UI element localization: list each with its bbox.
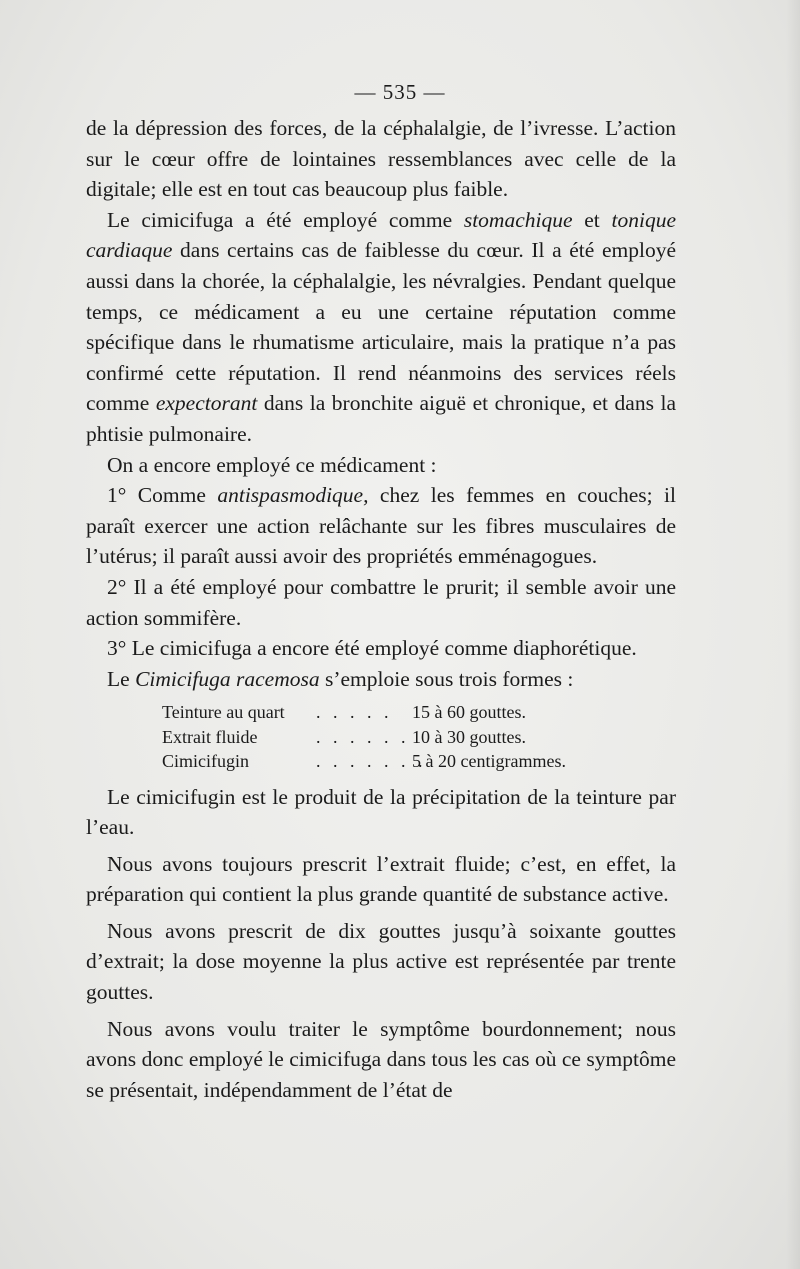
- page-number: — 535 —: [354, 80, 446, 104]
- dosage-form: Teinture au quart: [162, 702, 285, 723]
- dosage-form: Extrait fluide: [162, 726, 258, 747]
- paragraph: Nous avons toujours prescrit l’extrait fluide; c’est, en effet, la préparation qui contient la plus grande quantité de substance active.: [86, 851, 676, 907]
- italic-term: tonique cardiaque: [86, 207, 676, 263]
- paragraph: Nous avons voulu traiter le symptôme bourdonnement; nous avons donc employé le cimicifuga dans tous les cas où ce symptôme se présentait, indépendamment de l’état de: [86, 1016, 676, 1102]
- paragraph: de la dépression des forces, de la céphalalgie, de l’ivresse. L’action sur le cœur offre de lointaines ressemblances avec celle de la digitale; elle est en tout cas beaucoup plus faible.: [86, 116, 676, 202]
- italic-term: antispasmodique,: [217, 483, 369, 508]
- dosage-amount: 10 à 30 gouttes.: [412, 726, 526, 747]
- text-run: dans la bronchite aiguë et chronique, et dans la phtisie pulmonaire.: [86, 391, 676, 446]
- italic-term: stomachique: [463, 207, 573, 232]
- paragraph: [86, 664, 676, 695]
- text-run: Le cimicifuga a été employé comme: [107, 207, 464, 232]
- text-run: et: [572, 207, 612, 232]
- text-run: chez les femmes en couches; il paraît exercer une action relâchante sur les fibres musculaires de l’utérus; il paraît aussi avoir des propriétés emménagogues.: [86, 483, 677, 569]
- dosage-row: [162, 749, 632, 773]
- paragraph: [86, 480, 676, 572]
- paragraph: On a encore employé ce médicament :: [107, 452, 437, 477]
- paragraph: 2° Il a été employé pour combattre le prurit; il semble avoir une action sommifère.: [86, 574, 676, 630]
- dosage-row: [162, 725, 632, 749]
- page-edge-shadow: [786, 0, 800, 1269]
- text-run: Le: [107, 666, 136, 691]
- leader-dots: . . . . .: [316, 702, 393, 723]
- leader-dots: . . . . . . .: [316, 751, 427, 772]
- text-run: dans certains cas de faiblesse du cœur. Il a été employé aussi dans la chorée, la céphalalgie, les névralgies. Pendant quelque temps, ce médicament a eu une certaine réputation comme spécifique dans le rhumatisme articulaire, mais la pratique n’a pas confirmé cette réputation. Il rend néanmoins des services réels comme: [86, 238, 676, 416]
- dosage-amount: 5 à 20 centigrammes.: [412, 751, 566, 772]
- dosage-form: Cimicifugin: [162, 751, 249, 772]
- text-run: s’emploie sous trois formes :: [319, 666, 574, 691]
- text-run: 1° Comme: [107, 483, 218, 508]
- italic-term: Cimicifuga racemosa: [135, 666, 320, 691]
- leader-dots: . . . . . .: [316, 726, 410, 747]
- paragraph: 3° Le cimicifuga a encore été employé comme diaphorétique.: [107, 636, 637, 661]
- paragraph: Nous avons prescrit de dix gouttes jusqu’à soixante gouttes d’extrait; la dose moyenne la plus active est représentée par trente gouttes.: [86, 918, 676, 1005]
- italic-term: expectorant: [155, 391, 258, 416]
- paragraph: Le cimicifugin est le produit de la précipitation de la teinture par l’eau.: [86, 784, 676, 840]
- body-text: [86, 113, 676, 1105]
- dosage-table: [162, 700, 632, 773]
- dosage-amount: 15 à 60 gouttes.: [412, 702, 526, 723]
- dosage-row: [162, 700, 632, 724]
- paragraph: [86, 205, 676, 450]
